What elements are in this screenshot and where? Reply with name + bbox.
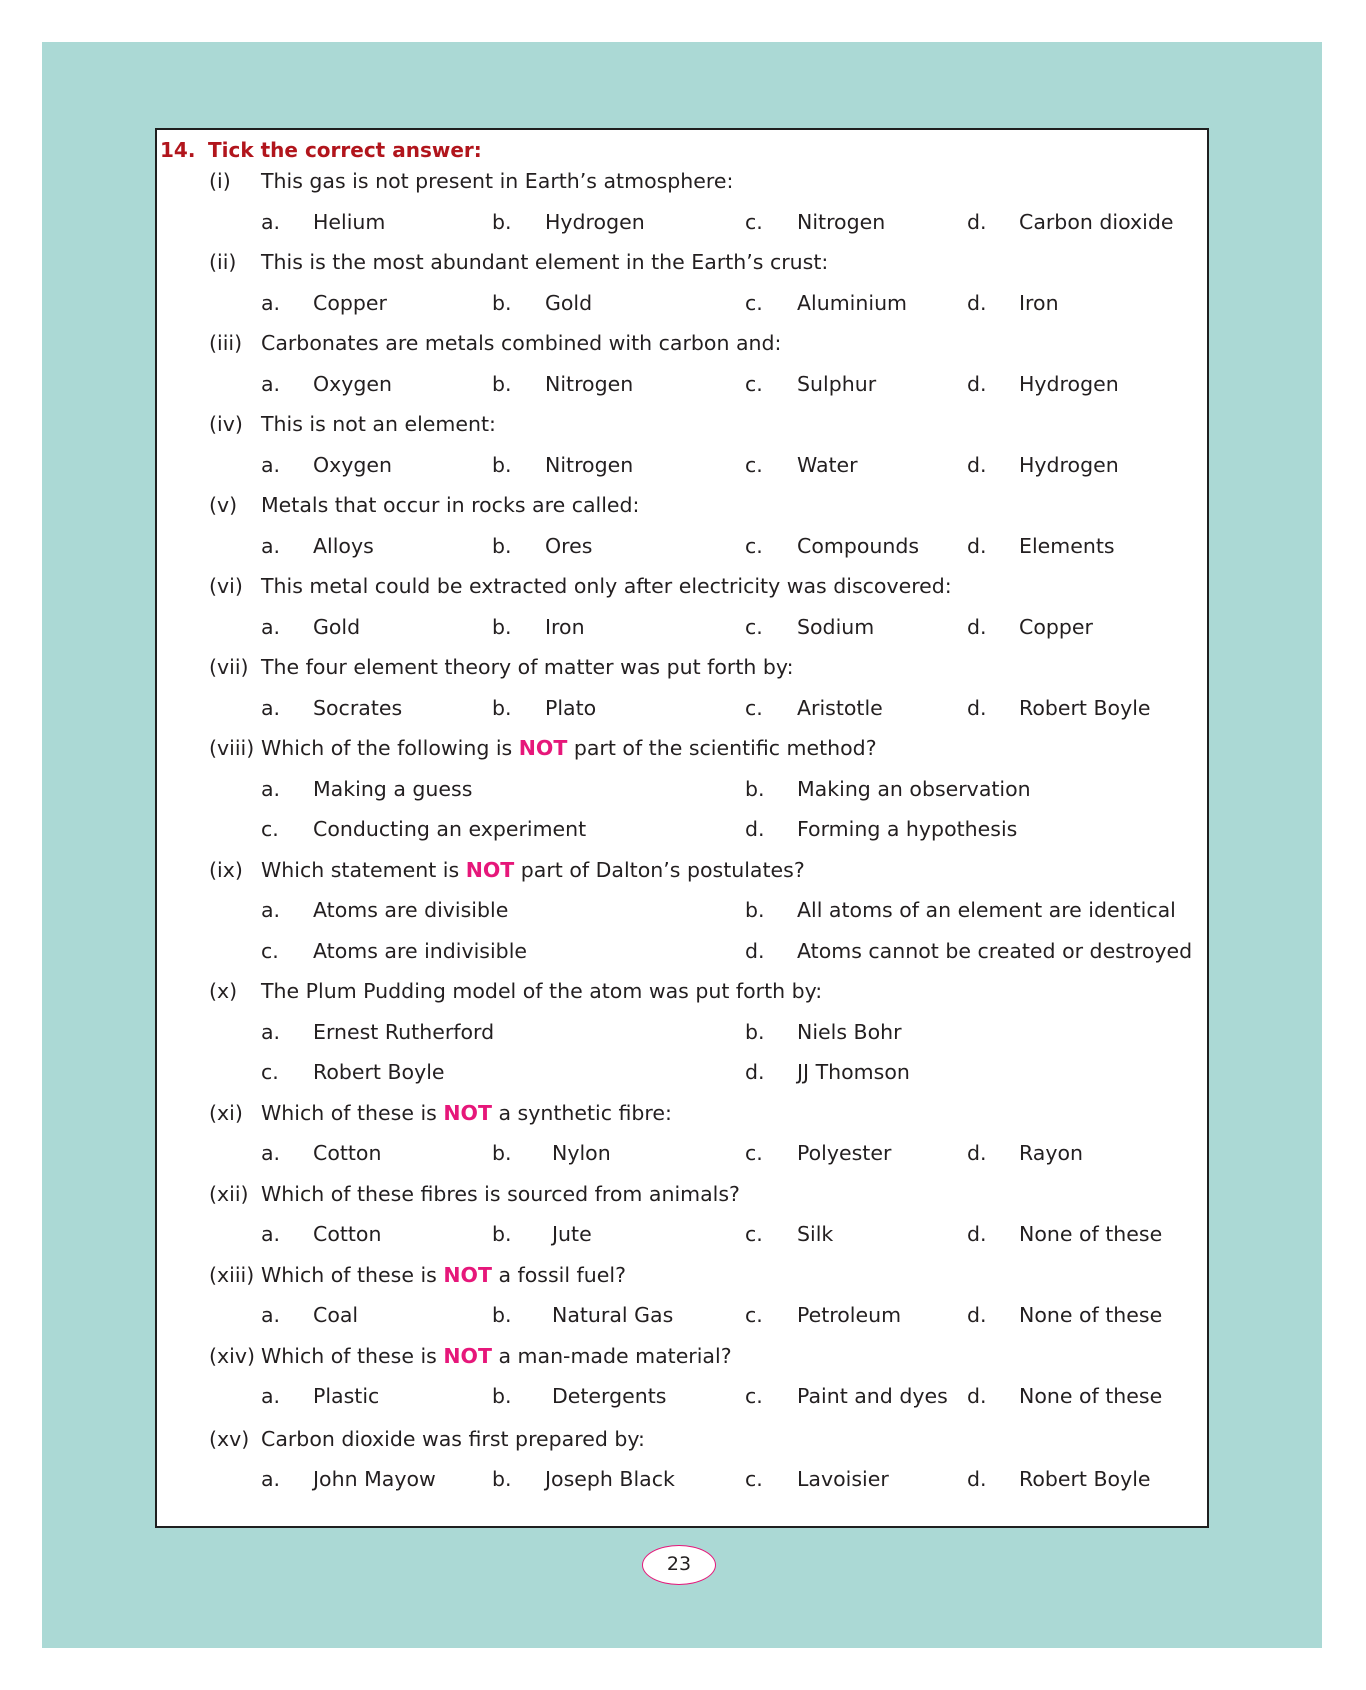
option-text: Socrates: [313, 695, 403, 720]
question-emphasis: NOT: [443, 1343, 492, 1368]
option-text: Gold: [313, 614, 361, 639]
option-text: Copper: [313, 290, 387, 315]
question-emphasis: NOT: [443, 1100, 492, 1125]
option-letter: d.: [967, 1303, 987, 1327]
question-roman-number: (iii): [209, 331, 243, 355]
option-letter: d.: [967, 452, 987, 477]
option-letter: a.: [261, 776, 281, 801]
option-text: Sulphur: [797, 371, 877, 396]
question-text: This gas is not present in Earth’s atmosphere:: [261, 169, 734, 193]
question-text-before: Which of these is: [261, 1343, 444, 1368]
question-item: [157, 161, 1207, 242]
question-text: Carbon dioxide was first prepared by:: [261, 1426, 645, 1451]
option-letter: c.: [261, 817, 279, 841]
question-text: Metals that occur in rocks are called:: [261, 493, 640, 517]
option-text: Natural Gas: [552, 1303, 674, 1327]
question-emphasis: NOT: [465, 857, 515, 882]
question-roman-number: (i): [209, 169, 231, 193]
option-letter: a.: [261, 290, 281, 315]
option-letter: b.: [492, 1467, 512, 1491]
option-letter: c.: [745, 452, 763, 477]
question-item: [157, 1336, 1207, 1417]
option-letter: c.: [745, 1222, 763, 1246]
option-letter: b.: [745, 776, 765, 801]
option-letter: c.: [745, 695, 763, 720]
option-letter: d.: [967, 695, 987, 720]
option-text: Jute: [552, 1222, 592, 1246]
option-text: Detergents: [552, 1384, 667, 1408]
option-text: Polyester: [797, 1141, 892, 1165]
question-text: [261, 728, 877, 768]
option-text: None of these: [1019, 1303, 1163, 1327]
option-text: Making an observation: [797, 776, 1031, 801]
question-item: [157, 1255, 1207, 1336]
option-text: Iron: [1019, 290, 1059, 315]
question-item: [157, 404, 1207, 485]
option-text: Niels Bohr: [797, 1019, 902, 1044]
option-text: John Mayow: [313, 1467, 436, 1491]
question-title: Tick the correct answer:: [208, 138, 482, 162]
option-letter: a.: [261, 898, 281, 922]
option-letter: b.: [745, 898, 765, 922]
option-text: Hydrogen: [545, 209, 645, 234]
option-letter: c.: [745, 533, 763, 558]
option-letter: d.: [967, 1467, 987, 1491]
question-roman-number: (iv): [209, 412, 243, 436]
option-letter: d.: [967, 614, 987, 639]
question-text: This metal could be extracted only after electricity was discovered:: [261, 574, 952, 598]
option-letter: c.: [745, 1467, 763, 1491]
option-text: Water: [797, 452, 858, 477]
option-text: Gold: [545, 290, 593, 315]
question-roman-number: (xi): [209, 1100, 243, 1125]
question-number: 14.: [160, 138, 196, 162]
option-text: Nylon: [552, 1141, 611, 1165]
option-letter: c.: [745, 290, 763, 315]
option-letter: a.: [261, 695, 281, 720]
option-text: JJ Thomson: [797, 1060, 910, 1084]
option-text: Sodium: [797, 614, 875, 639]
option-text: Hydrogen: [1019, 452, 1119, 477]
option-letter: b.: [745, 1019, 765, 1044]
option-letter: a.: [261, 1384, 281, 1408]
question-text-after: a man-made material?: [491, 1343, 732, 1368]
question-heading: [160, 138, 482, 162]
question-text-after: part of the scientific method?: [567, 736, 877, 760]
question-item: [157, 647, 1207, 728]
option-text: Petroleum: [797, 1303, 902, 1327]
option-text: Alloys: [313, 533, 374, 558]
question-panel: [155, 128, 1209, 1528]
option-letter: b.: [492, 290, 512, 315]
option-text: Paint and dyes: [797, 1384, 948, 1408]
option-text: Conducting an experiment: [313, 817, 587, 841]
option-letter: c.: [745, 1141, 763, 1165]
question-item: [157, 485, 1207, 566]
option-text: Plastic: [313, 1384, 380, 1408]
option-letter: a.: [261, 1303, 281, 1327]
question-item: [157, 566, 1207, 647]
question-text-before: Which statement is: [261, 857, 466, 882]
option-letter: c.: [261, 1060, 279, 1084]
option-letter: d.: [745, 1060, 765, 1084]
option-text: Atoms are divisible: [313, 898, 509, 922]
question-text: [261, 850, 805, 890]
option-letter: b.: [492, 209, 512, 234]
option-text: Silk: [797, 1222, 834, 1246]
option-letter: c.: [745, 1384, 763, 1408]
option-letter: d.: [967, 533, 987, 558]
option-letter: b.: [492, 1384, 512, 1408]
option-text: Ernest Rutherford: [313, 1019, 495, 1044]
question-item: [157, 1174, 1207, 1255]
option-text: Atoms are indivisible: [313, 938, 527, 963]
option-text: Making a guess: [313, 776, 473, 801]
question-emphasis: NOT: [518, 736, 568, 760]
question-roman-number: (ix): [209, 857, 243, 882]
option-letter: c.: [745, 1303, 763, 1327]
option-text: Nitrogen: [797, 209, 886, 234]
question-roman-number: (xiv): [209, 1343, 255, 1368]
option-text: Nitrogen: [545, 371, 634, 396]
option-text: None of these: [1019, 1222, 1163, 1246]
option-text: Joseph Black: [545, 1467, 675, 1491]
option-text: Hydrogen: [1019, 371, 1119, 396]
option-letter: a.: [261, 209, 281, 234]
option-text: All atoms of an element are identical: [797, 898, 1176, 922]
option-letter: c.: [745, 371, 763, 396]
option-text: Compounds: [797, 533, 920, 558]
option-text: Iron: [545, 614, 585, 639]
option-text: Aristotle: [797, 695, 883, 720]
question-emphasis: NOT: [443, 1262, 492, 1287]
option-text: Robert Boyle: [313, 1060, 445, 1084]
option-letter: a.: [261, 1222, 281, 1246]
option-letter: b.: [492, 371, 512, 396]
option-text: Ores: [545, 533, 593, 558]
option-letter: c.: [745, 209, 763, 234]
option-text: Atoms cannot be created or destroyed: [797, 938, 1193, 963]
option-text: Carbon dioxide: [1019, 209, 1174, 234]
option-letter: b.: [492, 533, 512, 558]
question-text: [261, 1336, 732, 1376]
question-text-after: part of Dalton’s postulates?: [514, 857, 805, 882]
option-letter: a.: [261, 1019, 281, 1044]
question-roman-number: (xv): [209, 1426, 250, 1451]
option-text: Cotton: [313, 1222, 382, 1246]
question-text: [261, 1093, 672, 1133]
option-letter: c.: [261, 938, 279, 963]
question-item: [157, 1419, 1207, 1500]
option-letter: d.: [967, 1141, 987, 1165]
option-letter: a.: [261, 533, 281, 558]
question-text: Which of these fibres is sourced from animals?: [261, 1181, 740, 1206]
option-letter: a.: [261, 1467, 281, 1491]
option-text: Nitrogen: [545, 452, 634, 477]
option-letter: a.: [261, 1141, 281, 1165]
question-text: Carbonates are metals combined with carbon and:: [261, 331, 782, 355]
question-item: [157, 242, 1207, 323]
page-number: 23: [642, 1545, 716, 1585]
question-roman-number: (vi): [209, 574, 243, 598]
question-roman-number: (xiii): [209, 1262, 255, 1287]
question-text: The four element theory of matter was put forth by:: [261, 655, 794, 679]
option-letter: b.: [492, 1303, 512, 1327]
question-roman-number: (xii): [209, 1181, 249, 1206]
question-text-after: a fossil fuel?: [491, 1262, 626, 1287]
option-letter: d.: [967, 209, 987, 234]
option-text: Lavoisier: [797, 1467, 889, 1491]
option-text: None of these: [1019, 1384, 1163, 1408]
option-letter: d.: [967, 1384, 987, 1408]
question-roman-number: (vii): [209, 655, 249, 679]
option-letter: d.: [967, 1222, 987, 1246]
option-text: Coal: [313, 1303, 359, 1327]
option-letter: a.: [261, 452, 281, 477]
question-text-after: a synthetic fibre:: [491, 1100, 672, 1125]
question-text-before: Which of the following is: [261, 736, 519, 760]
question-roman-number: (viii): [209, 736, 255, 760]
option-text: Forming a hypothesis: [797, 817, 1018, 841]
question-text: This is the most abundant element in the Earth’s crust:: [261, 250, 829, 274]
question-roman-number: (x): [209, 979, 238, 1003]
option-text: Elements: [1019, 533, 1115, 558]
question-text-before: Which of these is: [261, 1100, 444, 1125]
option-text: Helium: [313, 209, 386, 234]
option-letter: d.: [967, 290, 987, 315]
question-roman-number: (v): [209, 493, 238, 517]
question-text: This is not an element:: [261, 412, 496, 436]
option-letter: b.: [492, 1222, 512, 1246]
question-text: [261, 1255, 626, 1295]
question-roman-number: (ii): [209, 250, 237, 274]
option-text: Robert Boyle: [1019, 1467, 1151, 1491]
question-item: [157, 1093, 1207, 1174]
option-letter: d.: [967, 371, 987, 396]
option-text: Robert Boyle: [1019, 695, 1151, 720]
option-letter: a.: [261, 371, 281, 396]
option-letter: d.: [745, 938, 765, 963]
option-text: Oxygen: [313, 452, 393, 477]
option-letter: a.: [261, 614, 281, 639]
option-letter: d.: [745, 817, 765, 841]
option-letter: b.: [492, 1141, 512, 1165]
option-letter: b.: [492, 614, 512, 639]
option-letter: c.: [745, 614, 763, 639]
option-letter: b.: [492, 452, 512, 477]
option-text: Aluminium: [797, 290, 908, 315]
option-text: Rayon: [1019, 1141, 1084, 1165]
question-item: [157, 323, 1207, 404]
option-letter: b.: [492, 695, 512, 720]
question-text-before: Which of these is: [261, 1262, 444, 1287]
option-text: Plato: [545, 695, 597, 720]
question-text: The Plum Pudding model of the atom was put forth by:: [261, 979, 823, 1003]
option-text: Cotton: [313, 1141, 382, 1165]
option-text: Copper: [1019, 614, 1093, 639]
option-text: Oxygen: [313, 371, 393, 396]
